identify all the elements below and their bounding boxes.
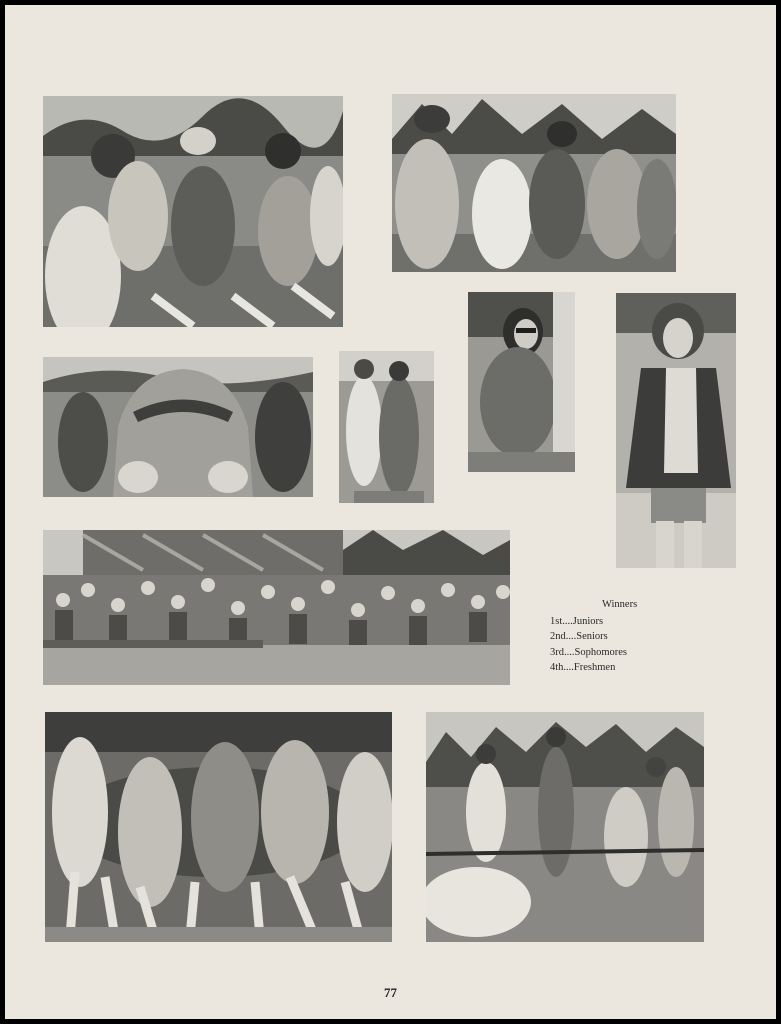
yearbook-page [5, 5, 776, 1019]
winner-place-2: 2nd....Seniors [550, 631, 608, 642]
tug-of-war-line-photo [392, 94, 676, 272]
tug-of-war-girls-photo [43, 96, 343, 327]
winners-list [550, 597, 680, 676]
volkswagen-beetle-photo [43, 357, 313, 497]
bleachers-crowd-photo [43, 530, 510, 685]
standing-boys-photo [339, 351, 434, 503]
winners-heading: Winners [602, 599, 638, 610]
girls-pushing-car-photo [45, 712, 392, 942]
winner-place-1: 1st....Juniors [550, 615, 604, 627]
page-number: 77 [384, 985, 397, 1000]
rope-pull-field-photo [426, 712, 704, 942]
winner-place-4: 4th....Freshmen [550, 662, 616, 673]
boy-open-shirt-photo [616, 293, 736, 568]
girl-sunglasses-photo [468, 292, 575, 472]
winner-place-3: 3rd....Sophomores [550, 646, 627, 658]
